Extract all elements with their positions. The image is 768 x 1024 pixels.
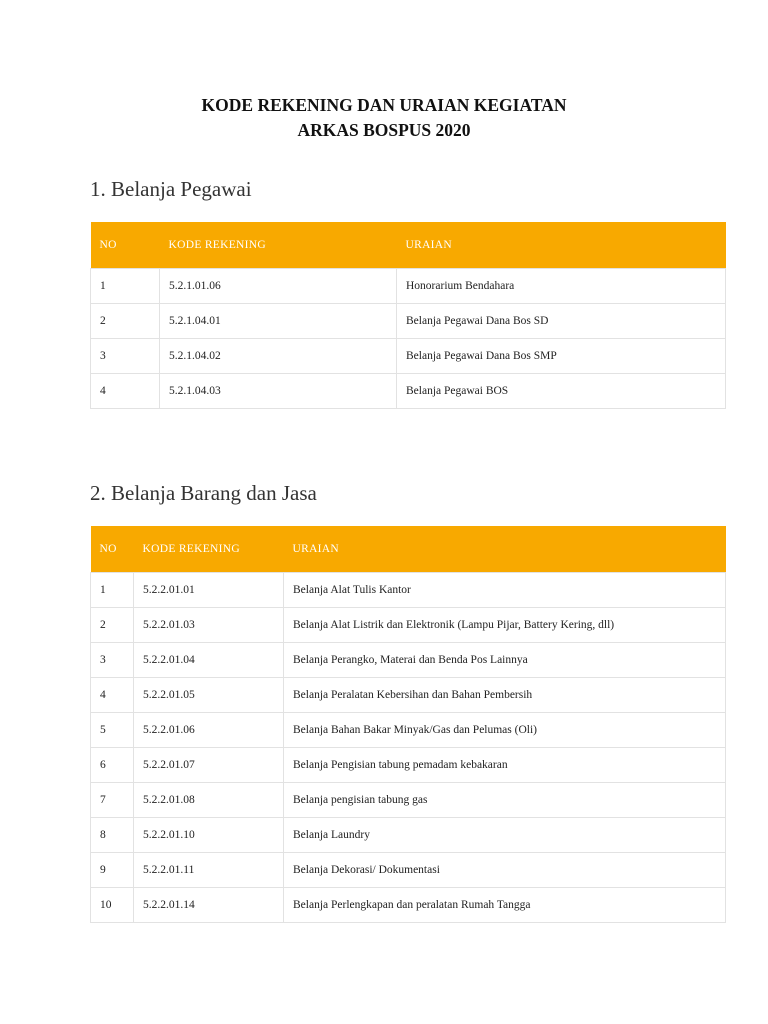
table-row <box>91 678 726 713</box>
column-header-no: NO <box>99 239 117 251</box>
table-row <box>91 888 726 923</box>
cell-uraian: Belanja Dekorasi/ Dokumentasi <box>284 853 726 888</box>
cell-no: 2 <box>91 608 134 643</box>
cell-kode-rekening: 5.2.2.01.07 <box>134 748 284 783</box>
table-row <box>91 269 726 304</box>
table-belanja-barang-dan-jasa <box>90 526 726 923</box>
column-header-uraian: URAIAN <box>292 543 340 555</box>
cell-uraian: Belanja Perangko, Materai dan Benda Pos Lainnya <box>284 643 726 678</box>
cell-uraian: Belanja Pegawai Dana Bos SD <box>397 304 726 339</box>
cell-no: 4 <box>91 374 160 409</box>
table-row <box>91 608 726 643</box>
table-row <box>91 304 726 339</box>
cell-no: 6 <box>91 748 134 783</box>
cell-no: 3 <box>91 643 134 678</box>
table-row <box>91 339 726 374</box>
document-title-line-1: KODE REKENING DAN URAIAN KEGIATAN <box>201 95 567 115</box>
cell-kode-rekening: 5.2.2.01.10 <box>134 818 284 853</box>
cell-no: 10 <box>91 888 134 923</box>
table-row <box>91 713 726 748</box>
cell-no: 1 <box>91 573 134 608</box>
cell-kode-rekening: 5.2.2.01.05 <box>134 678 284 713</box>
cell-uraian: Belanja Alat Tulis Kantor <box>284 573 726 608</box>
cell-uraian: Belanja Alat Listrik dan Elektronik (Lampu Pijar, Battery Kering, dll) <box>284 608 726 643</box>
cell-no: 7 <box>91 783 134 818</box>
cell-kode-rekening: 5.2.2.01.01 <box>134 573 284 608</box>
column-header-kode-rekening: KODE REKENING <box>142 543 240 555</box>
cell-kode-rekening: 5.2.2.01.04 <box>134 643 284 678</box>
cell-uraian: Belanja Pegawai BOS <box>397 374 726 409</box>
cell-no: 9 <box>91 853 134 888</box>
cell-kode-rekening: 5.2.1.04.01 <box>160 304 397 339</box>
cell-uraian: Belanja Perlengkapan dan peralatan Rumah Tangga <box>284 888 726 923</box>
cell-uraian: Belanja Pengisian tabung pemadam kebakaran <box>284 748 726 783</box>
column-header-uraian: URAIAN <box>405 239 453 251</box>
document-title <box>0 93 768 143</box>
cell-uraian: Belanja Laundry <box>284 818 726 853</box>
table-row <box>91 783 726 818</box>
cell-kode-rekening: 5.2.2.01.06 <box>134 713 284 748</box>
table-row <box>91 818 726 853</box>
table-belanja-pegawai <box>90 222 726 409</box>
table-header-row <box>91 526 726 573</box>
cell-kode-rekening: 5.2.2.01.14 <box>134 888 284 923</box>
column-header-no: NO <box>99 543 117 555</box>
cell-uraian: Honorarium Bendahara <box>397 269 726 304</box>
table-row <box>91 853 726 888</box>
cell-kode-rekening: 5.2.2.01.11 <box>134 853 284 888</box>
cell-no: 3 <box>91 339 160 374</box>
cell-kode-rekening: 5.2.1.04.03 <box>160 374 397 409</box>
cell-kode-rekening: 5.2.2.01.08 <box>134 783 284 818</box>
cell-kode-rekening: 5.2.1.04.02 <box>160 339 397 374</box>
cell-no: 2 <box>91 304 160 339</box>
column-header-kode-rekening: KODE REKENING <box>168 239 266 251</box>
table-header-row <box>91 222 726 269</box>
table-row <box>91 748 726 783</box>
cell-no: 8 <box>91 818 134 853</box>
section-heading-belanja-barang-dan-jasa: 2. Belanja Barang dan Jasa <box>90 481 317 505</box>
cell-uraian: Belanja Pegawai Dana Bos SMP <box>397 339 726 374</box>
section-heading-belanja-pegawai: 1. Belanja Pegawai <box>90 177 252 201</box>
cell-no: 4 <box>91 678 134 713</box>
cell-kode-rekening: 5.2.2.01.03 <box>134 608 284 643</box>
cell-uraian: Belanja Bahan Bakar Minyak/Gas dan Pelumas (Oli) <box>284 713 726 748</box>
cell-uraian: Belanja Peralatan Kebersihan dan Bahan Pembersih <box>284 678 726 713</box>
cell-no: 5 <box>91 713 134 748</box>
cell-uraian: Belanja pengisian tabung gas <box>284 783 726 818</box>
table-row <box>91 374 726 409</box>
table-row <box>91 573 726 608</box>
document-title-line-2: ARKAS BOSPUS 2020 <box>297 120 471 140</box>
cell-kode-rekening: 5.2.1.01.06 <box>160 269 397 304</box>
cell-no: 1 <box>91 269 160 304</box>
table-row <box>91 643 726 678</box>
